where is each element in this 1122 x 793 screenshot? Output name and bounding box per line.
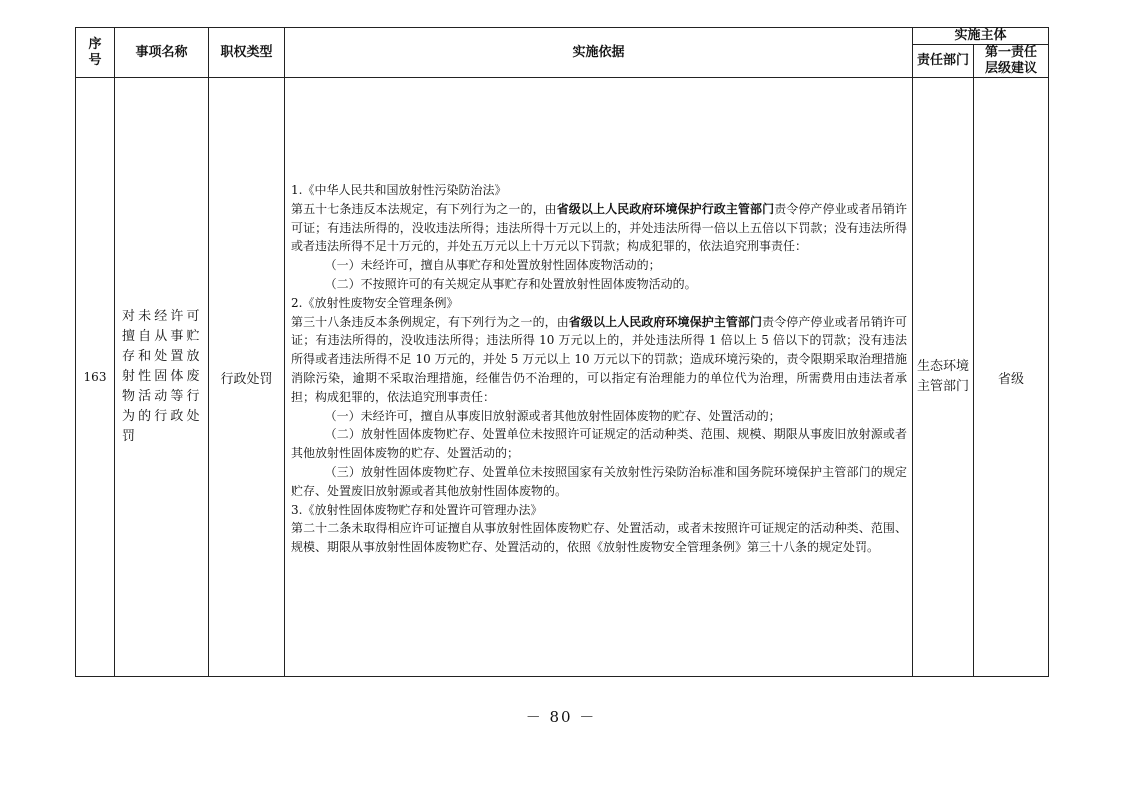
basis-law-1-title: 1.《中华人民共和国放射性污染防治法》: [291, 183, 507, 197]
header-power-type: 职权类型: [209, 28, 285, 78]
header-subject: 实施主体: [913, 28, 1049, 45]
basis-authority-2: 省级以上人民政府环境保护主管部门: [568, 314, 763, 329]
basis-law-2-item-1: （一）未经许可，擅自从事废旧放射源或者其他放射性固体废物的贮存、处置活动的；: [324, 408, 781, 423]
basis-authority-1: 省级以上人民政府环境保护行政主管部门: [556, 201, 775, 216]
row-level: 省级: [974, 78, 1049, 677]
row-seq: 163: [76, 78, 115, 677]
header-seq: 序号: [76, 28, 115, 78]
basis-law-1-item-2: （二）不按照许可的有关规定从事贮存和处置放射性固体废物活动的。: [324, 276, 697, 291]
header-basis: 实施依据: [285, 28, 913, 78]
page-number: － 80 －: [525, 708, 597, 726]
basis-law-2-item-2: （二）放射性固体废物贮存、处置单位未按照许可证规定的活动种类、范围、规模、期限从事废旧放射源或者其他放射性固体废物的贮存、处置活动的；: [291, 427, 907, 461]
basis-law-2-item-3: （三）放射性固体废物贮存、处置单位未按照国家有关放射性污染防治标准和国务院环境保护主管部门的规定贮存、处置废旧放射源或者其他放射性固体废物的。: [291, 464, 907, 498]
row-dept: 生态环境主管部门: [913, 78, 974, 677]
table-row: [76, 78, 1049, 677]
basis-law-1-item-1: （一）未经许可，擅自从事贮存和处置放射性固体废物活动的；: [324, 258, 661, 273]
authority-table: [75, 27, 1049, 677]
header-dept: 责任部门: [913, 45, 974, 78]
header-item-name: 事项名称: [115, 28, 209, 78]
basis-law-1-article: 第五十七条违反本法规定，有下列行为之一的，由省级以上人民政府环境保护行政主管部门责令停产停业或者吊销许可证；有违法所得的，没收违法所得；违法所得十万元以上的，并处违法所得一倍以上五倍以下罚款；没有违法所得或者违法所得不足十万元的，并处五万元以上十万元以下罚款；构成犯罪的，依法追究刑事责任：: [291, 201, 907, 254]
basis-law-2-title: 2.《放射性废物安全管理条例》: [291, 295, 459, 310]
header-level: 第一责任层级建议: [974, 45, 1049, 78]
basis-law-3-article: 第二十二条未取得相应许可证擅自从事放射性固体废物贮存、处置活动，或者未按照许可证规定的活动种类、范围、规模、期限从事放射性固体废物贮存、处置活动的，依照《放射性废物安全管理条例》第三十八条的规定处罚。: [291, 521, 907, 555]
basis-law-3-title: 3.《放射性固体废物贮存和处置许可管理办法》: [291, 502, 543, 517]
row-basis: [285, 78, 913, 677]
row-item-name: 对未经许可擅自从事贮存和处置放射性固体废物活动等行为的行政处罚: [115, 78, 209, 677]
row-power-type: 行政处罚: [209, 78, 285, 677]
basis-law-2-article: 第三十八条违反本条例规定，有下列行为之一的，由省级以上人民政府环境保护主管部门责令停产停业或者吊销许可证；有违法所得的，没收违法所得；违法所得 10 万元以上的，并处违法所得 1 倍以上 5 倍以下的罚款；没有违法所得或者违法所得不足 10 万元的，并处 5 万元以上 10 万元以下的罚款；造成环境污染的，责令限期采取治理措施消除污染，逾期不采取治理措施，经催告仍不治理的，可以指定有治理能力的单位代为治理，所需费用由违法者承担；构成犯罪的，依法追究刑事责任：: [291, 314, 907, 404]
